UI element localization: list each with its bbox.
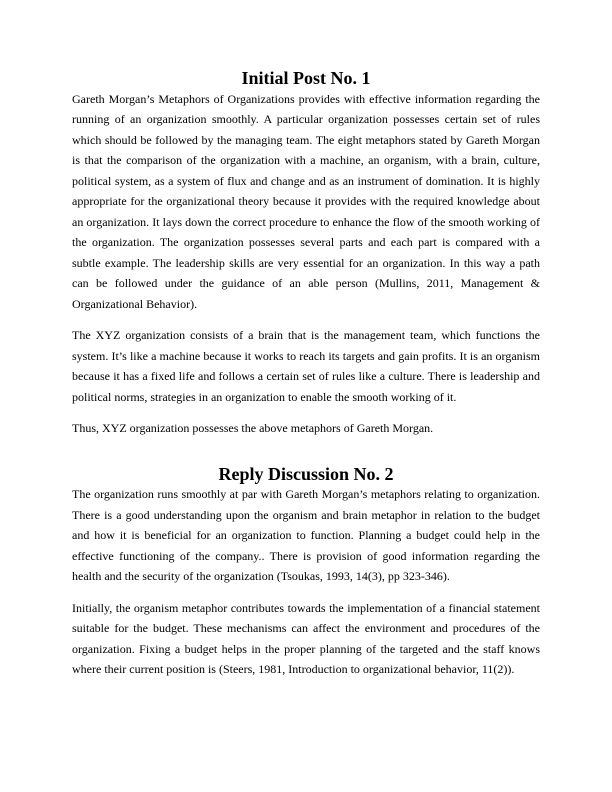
document-page <box>72 68 540 680</box>
paragraph: Gareth Morgan’s Metaphors of Organizations provides with effective information regarding the running of an organization smoothly. A particular organization possesses certain set of rules which should be followed by the managing team. The eight metaphors stated by Gareth Morgan is that the comparison of the organization with a machine, an organism, with a brain, culture, political system, as a system of flux and change and as an instrument of domination. It is highly appropriate for the organizational theory because it provides with the required knowledge about an organization. It lays down the correct procedure to enhance the flow of the smooth working of the organization. The organization possesses several parts and each part is compared with a subtle example. The leadership skills are very essential for an organization. In this way a path can be followed under the guidance of an able person (Mullins, 2011, Management & Organizational Behavior). <box>72 91 540 311</box>
paragraph: The XYZ organization consists of a brain that is the management team, which functions the system. It’s like a machine because it works to reach its targets and gain profits. It is an organism because it has a fixed life and follows a certain set of rules like a culture. There is leadership and political norms, strategies in an organization to enable the smooth working of it. <box>72 328 540 404</box>
section-heading: Initial Post No. 1 <box>241 68 371 88</box>
initial-post-section <box>72 68 540 439</box>
paragraph: Thus, XYZ organization possesses the above metaphors of Gareth Morgan. <box>72 421 434 435</box>
section-heading: Reply Discussion No. 2 <box>218 463 394 484</box>
paragraph: The organization runs smoothly at par with Gareth Morgan’s metaphors relating to organization. There is a good understanding upon the organism and brain metaphor in relation to the budget and how it is beneficial for an organization to function. Planning a budget could help in the effective functioning of the company.. There is provision of good information regarding the health and the security of the organization (Tsoukas, 1993, 14(3), pp 323-346). <box>72 487 540 583</box>
reply-discussion-section <box>72 464 540 680</box>
paragraph: Initially, the organism metaphor contributes towards the implementation of a financial statement suitable for the budget. These mechanisms can affect the environment and procedures of the organization. Fixing a budget helps in the proper planning of the targeted and the staff knows where their current position is (Steers, 1981, Introduction to organizational behavior, 11(2)). <box>72 600 540 676</box>
